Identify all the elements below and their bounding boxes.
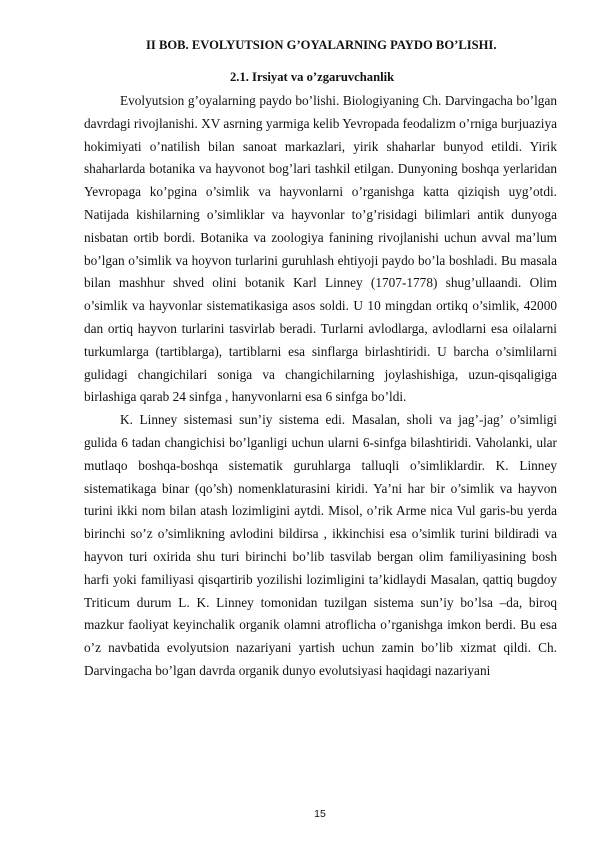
body-text <box>84 90 557 683</box>
section-title: 2.1. Irsiyat va o’zgaruvchanlik <box>230 70 395 84</box>
paragraph: Evolyutsion g’oyalarning paydo bo’lishi. Biologiyaning Ch. Darvingacha bo’lgan davrdagi rivojlanishi. XV asrning yarmiga kelib Yevropada feodalizm o’rniga burjuaziya hokimiyati o’natilish bilan sanoat markazlari, yirik shaharlar bunyod etildi. Yirik shaharlarda botanika va hayvonot bog’lari tashkil etilgan. Dunyoning boshqa yerlaridan Yevropaga ko’pgina o’simlik va hayvonlarni o’rganishga katta qiziqish uyg’otdi. Natijada kishilarning o’simliklar va hayvonlar to’g’risidagi bilimlari antik dunyoga nisbatan ortib bordi. Botanika va zoologiya fanining rivojlanishi uchun avval ma’lum bo’lgan o’simlik va hoyvon turlarini guruhlash ehtiyoji paydo bo’la boshladi. Bu masala bilan mashhur shved olini botanik Karl Linney (1707-1778) shug’ullaandi. Olim o’simlik va hayvonlar sistematikasiga asos soldi. U 10 mingdan ortikq o’simlik, 42000 dan ortiq hayvon turlarini tasvirlab beradi. Turlarni avlodlarga, avlodlarni esa oilalarni turkumlarga (tartiblarga), tartiblarni esa sinflarga birlashtiridi. U barcha o’simlilarni gulidagi changichilari soniga va changichilarning joylashishiga, uzun-qisqaligiga birlashiga qarab 24 sinfga , hanyvonlarni esa 6 sinfga bo’ldi. <box>84 93 557 405</box>
paragraph: K. Linney sistemasi sun’iy sistema edi. Masalan, sholi va jag’-jag’ o’simligi gulida 6 tadan changichisi bo’lganligi uchun ularni 6-sinfga bilashtiridi. Vaholanki, ular mutlaqo boshqa-boshqa sistematik guruhlarga talluqli o’simliklardir. K. Linney sistematikaga binar (qo’sh) nomenklaturasini kiridi. Ya’ni har bir o’simlik va hayvon turini ikki nom bilan atash lozimligini aytdi. Misol, o’rik Arme nica Vul garis-bu yerda birinchi so’z o’simlikning avlodini bildirsa , ikkinchisi esa o’simlik turini bildiradi va hayvon turi oxirida shu turi birinchi bo’lib tasvilab bergan olim familiyasining bosh harfi yoki familiyasi qisqartirib yozilishi lozimligini ta’kidlaydi Masalan, qattiq bugdoy Triticum durum L. K. Linney tomonidan tuzilgan sistema sun’iy bo’lsa –da, biroq mazkur faoliyat keyinchalik organik olamni atroflicha o’rganishga imkon berdi. Bu esa o’z navbatida evolyutsion nazariyani yartish uchun zamin bo’lib xizmat qildi. Ch. Darvingacha bo’lgan davrda organik dunyo evolutsiyasi haqidagi nazariyani <box>84 412 557 678</box>
page-number: 15 <box>314 808 326 820</box>
chapter-title: II BOB. EVOLYUTSION G’OYALARNING PAYDO BO’LISHI. <box>146 38 497 52</box>
